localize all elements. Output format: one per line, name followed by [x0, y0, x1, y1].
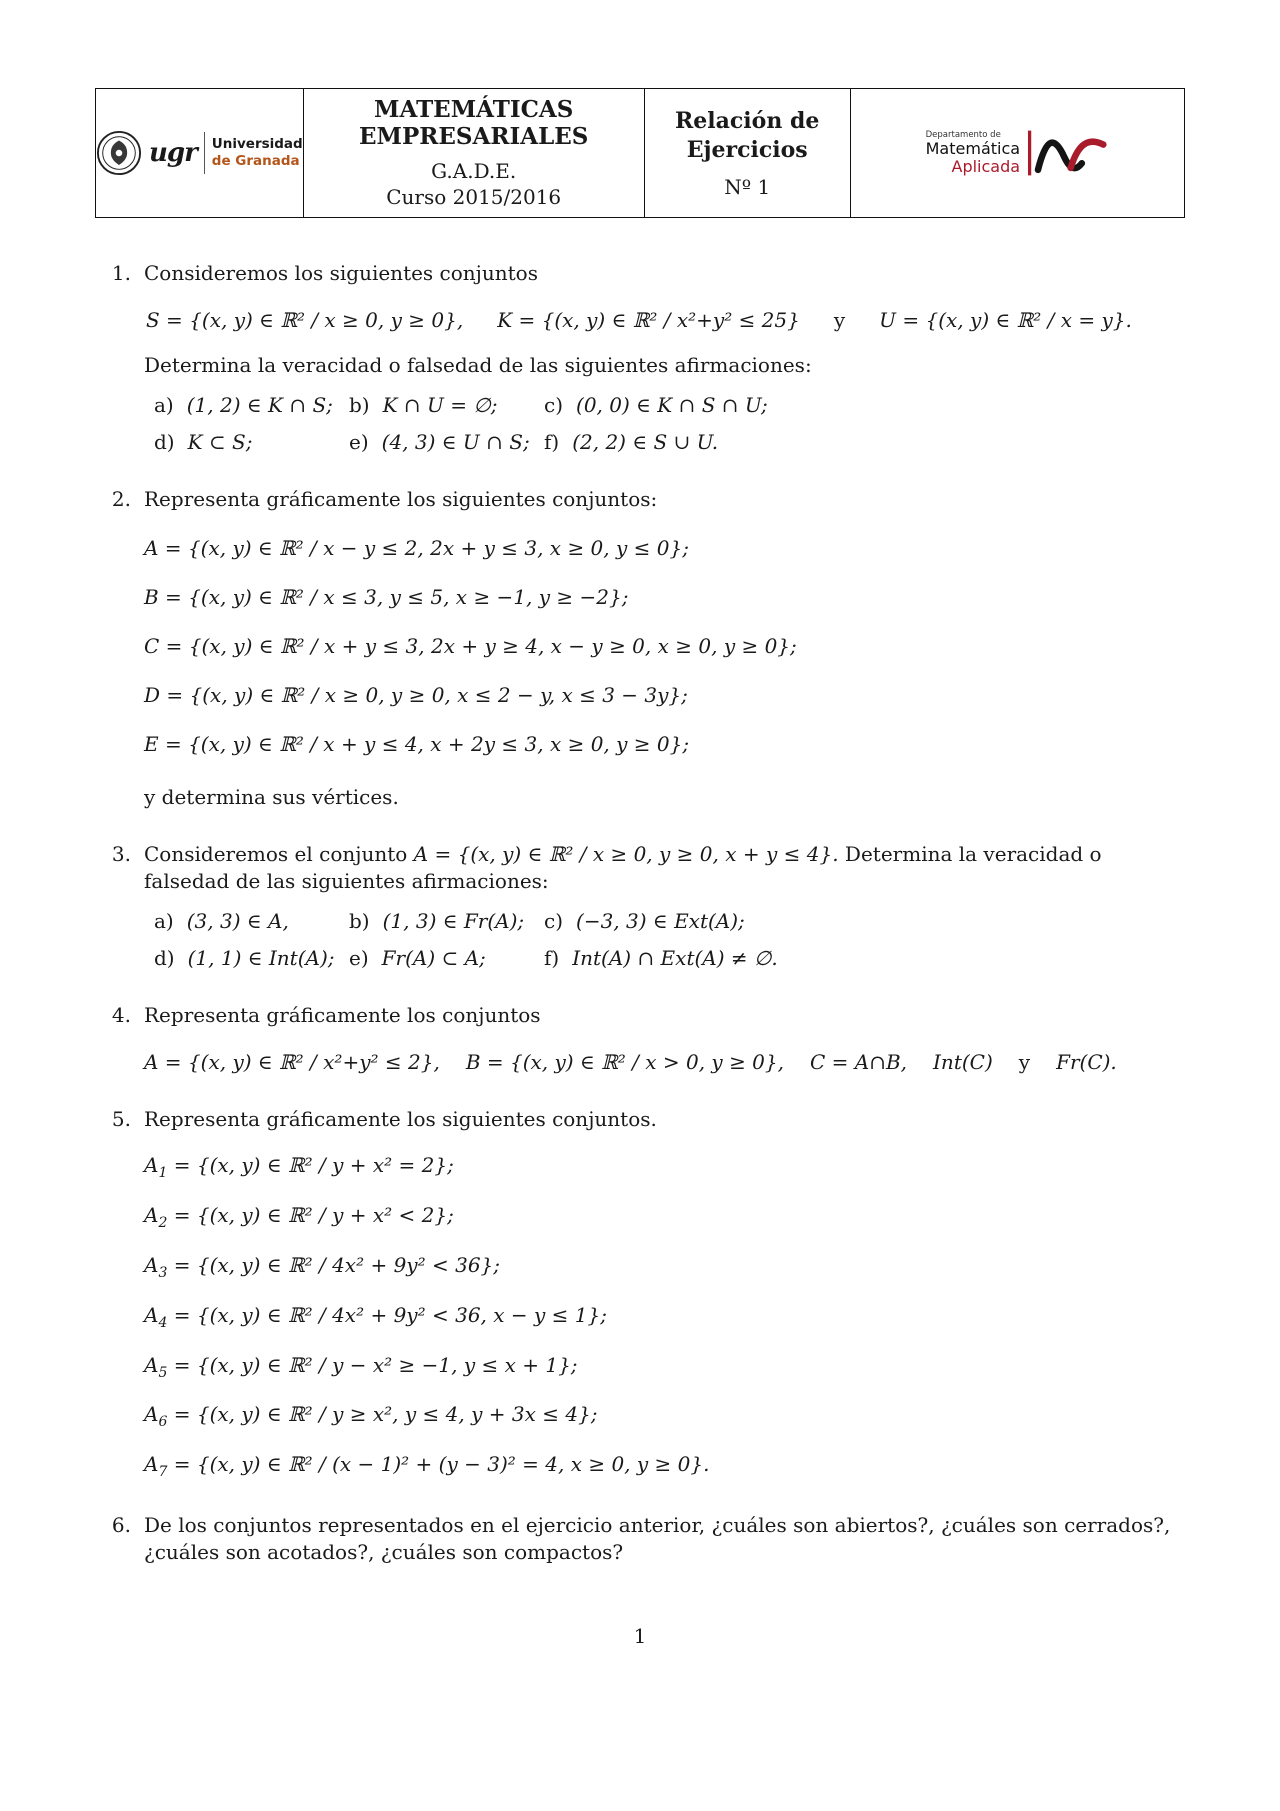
- set-definition-A1: [144, 1152, 1185, 1183]
- set-formula: = {(x, y) ∈ ℝ² / y + x² = 2};: [173, 1153, 454, 1177]
- exercise-5-body: [144, 1106, 1185, 1482]
- exercise-1-body: [144, 260, 1185, 456]
- set-formula: = {(x, y) ∈ ℝ² / (x − 1)² + (y − 3)² = 4, x ≥ 0, y ≥ 0}.: [173, 1452, 710, 1477]
- sheet-title-line2: Ejercicios: [686, 136, 808, 163]
- set-variable: [144, 1302, 168, 1331]
- variable-name: A: [144, 1153, 159, 1177]
- exercise-3: [95, 841, 1185, 972]
- exercise-5-number: 5.: [111, 1107, 131, 1131]
- interior-term: Int(C): [933, 1050, 993, 1074]
- set-formula: = {(x, y) ∈ ℝ² / 4x² + 9y² < 36, x − y ≤ 1};: [173, 1302, 607, 1327]
- set-definition-K: K = {(x, y) ∈ ℝ² / x²+y² ≤ 25}: [497, 308, 800, 332]
- variable-subscript: 6: [158, 1414, 168, 1431]
- frontier-term: Fr(C).: [1056, 1050, 1117, 1074]
- item-label: b): [349, 909, 370, 933]
- exercise-2-body: [144, 486, 1185, 811]
- exercise-3-body: [144, 841, 1185, 972]
- variable-name: A: [144, 1352, 159, 1377]
- set-definition-A6: [144, 1401, 1185, 1432]
- set-definition-A: [144, 535, 1185, 562]
- sheet-title-line1: Relación de: [675, 107, 820, 134]
- exercise-3-intro: [144, 841, 1185, 895]
- set-definition-A: A = {(x, y) ∈ ℝ² / x²+y² ≤ 2},: [144, 1050, 440, 1074]
- set-formula: = {(x, y) ∈ ℝ² / y + x² < 2};: [173, 1202, 454, 1227]
- variable-name: A: [144, 1452, 159, 1477]
- variable-name: A: [144, 1252, 159, 1277]
- item-label: f): [544, 430, 560, 454]
- sheet-number: Nº 1: [724, 175, 771, 200]
- item-label: a): [154, 909, 174, 933]
- statement-item-a: [154, 908, 349, 935]
- item-formula: K ⊂ S;: [187, 430, 253, 454]
- variable-name: A: [144, 1202, 159, 1227]
- item-formula: (2, 2) ∈ S ∪ U.: [572, 430, 719, 454]
- department-logo-block: [850, 89, 1184, 217]
- university-name-line1: Universidad: [211, 136, 303, 153]
- set-definition-U: U = {(x, y) ∈ ℝ² / x = y}.: [879, 308, 1132, 332]
- course-year: Curso 2015/2016: [386, 185, 562, 210]
- item-formula: (0, 0) ∈ K ∩ S ∩ U;: [576, 393, 768, 417]
- statement-item-a: [154, 392, 349, 419]
- item-formula: (1, 1) ∈ Int(A);: [187, 946, 335, 970]
- item-formula: (3, 3) ∈ A,: [186, 909, 289, 933]
- set-formula: A = {(x, y) ∈ ℝ² / x − y ≤ 2, 2x + y ≤ 3, x ≥ 0, y ≤ 0};: [144, 536, 689, 560]
- document-header: [95, 88, 1185, 218]
- set-formula: C = {(x, y) ∈ ℝ² / x + y ≤ 3, 2x + y ≥ 4, x − y ≥ 0, x ≥ 0, y ≥ 0};: [144, 634, 797, 658]
- variable-name: A: [144, 1302, 159, 1327]
- item-formula: (1, 3) ∈ Fr(A);: [382, 909, 525, 933]
- intro-set-formula: A = {(x, y) ∈ ℝ² / x ≥ 0, y ≥ 0, x + y ≤ 4}.: [413, 842, 839, 866]
- exercise-1-number: 1.: [111, 261, 131, 285]
- item-label: d): [154, 430, 175, 454]
- set-definition-B: B = {(x, y) ∈ ℝ² / x > 0, y ≥ 0},: [465, 1050, 784, 1074]
- intro-text-post: Determina la veracidad o falsedad de las siguientes afirmaciones:: [144, 842, 1102, 893]
- set-variable: [144, 1252, 168, 1281]
- intro-text-pre: Consideremos el conjunto: [144, 842, 408, 866]
- exercise-4-set-definitions: [144, 1049, 1185, 1076]
- ugr-logo-block: [96, 89, 303, 217]
- page-number: 1: [633, 1624, 647, 1649]
- exercise-2-number: 2.: [111, 487, 131, 511]
- set-variable: [144, 1202, 168, 1231]
- department-name: [926, 131, 1020, 175]
- item-label: a): [154, 393, 174, 417]
- exercise-4-body: [144, 1002, 1185, 1076]
- variable-subscript: 5: [158, 1364, 168, 1381]
- department-small-label: Departamento de: [925, 130, 1001, 141]
- exercise-3-items: [144, 908, 1185, 972]
- item-label: d): [154, 946, 175, 970]
- exercise-2: [95, 486, 1185, 811]
- statement-item-e: [349, 429, 544, 456]
- exercise-1-intro: Consideremos los siguientes conjuntos: [144, 261, 538, 285]
- set-definition-A4: [144, 1302, 1185, 1333]
- statement-item-f: [544, 945, 1185, 972]
- variable-subscript: 3: [158, 1264, 168, 1281]
- item-label: b): [349, 393, 370, 417]
- statement-item-f: [544, 429, 1185, 456]
- university-name-line2: de Granada: [211, 153, 300, 169]
- exercise-2-intro: Representa gráficamente los siguientes conjuntos:: [144, 487, 658, 511]
- ugr-wordmark: ugr: [149, 138, 197, 168]
- statement-item-b: [349, 392, 544, 419]
- set-definition-A2: [144, 1202, 1185, 1233]
- set-definition-C: C = A∩B,: [810, 1050, 908, 1074]
- exercise-1-set-definitions: [146, 307, 1185, 334]
- set-variable: [144, 1352, 168, 1381]
- statement-item-e: [349, 945, 544, 972]
- set-definition-A3: [144, 1252, 1185, 1283]
- course-title-line1: MATEMÁTICAS: [374, 95, 574, 123]
- statement-item-d: [154, 429, 349, 456]
- variable-subscript: 7: [158, 1464, 168, 1481]
- university-name: [212, 136, 303, 170]
- set-definition-S: S = {(x, y) ∈ ℝ² / x ≥ 0, y ≥ 0},: [146, 308, 464, 332]
- exercise-5-intro: Representa gráficamente los siguientes conjuntos.: [144, 1107, 657, 1131]
- set-variable: [144, 1452, 168, 1481]
- course-title-line2: EMPRESARIALES: [358, 123, 589, 151]
- exercise-4-number: 4.: [111, 1003, 131, 1027]
- logo-divider: [204, 132, 205, 174]
- item-formula: Fr(A) ⊂ A;: [381, 946, 486, 970]
- statement-item-d: [154, 945, 349, 972]
- course-title-block: [303, 89, 644, 217]
- statement-item-c: [544, 908, 1185, 935]
- exercise-3-number: 3.: [111, 842, 131, 866]
- department-name-line2: Aplicada: [951, 156, 1021, 176]
- item-label: e): [349, 430, 369, 454]
- set-variable: [144, 1402, 168, 1431]
- set-definition-A7: [144, 1451, 1185, 1482]
- exercise-6-body: [144, 1512, 1185, 1566]
- set-definition-C: [144, 633, 1185, 660]
- set-formula: = {(x, y) ∈ ℝ² / 4x² + 9y² < 36};: [173, 1252, 501, 1277]
- exercise-2-outro: y determina sus vértices.: [144, 785, 399, 809]
- department-name-line1: Matemática: [925, 139, 1021, 159]
- set-definition-D: [144, 682, 1185, 709]
- exercise-1: [95, 260, 1185, 456]
- set-formula: = {(x, y) ∈ ℝ² / y ≥ x², y ≤ 4, y + 3x ≤ 4};: [173, 1402, 598, 1427]
- statement-item-c: [544, 392, 1185, 419]
- exercise-6-number: 6.: [111, 1513, 131, 1538]
- set-formula: E = {(x, y) ∈ ℝ² / x + y ≤ 4, x + 2y ≤ 3, x ≥ 0, y ≥ 0};: [144, 732, 690, 756]
- item-formula: Int(A) ∩ Ext(A) ≠ ∅.: [572, 946, 778, 970]
- set-definition-A5: [144, 1352, 1185, 1383]
- set-formula: D = {(x, y) ∈ ℝ² / x ≥ 0, y ≥ 0, x ≤ 2 − y, x ≤ 3 − 3y};: [144, 683, 688, 707]
- exercise-1-prompt: Determina la veracidad o falsedad de las siguientes afirmaciones:: [144, 353, 812, 377]
- variable-name: A: [144, 1402, 159, 1427]
- item-formula: (−3, 3) ∈ Ext(A);: [576, 909, 745, 933]
- set-variable: [144, 1153, 168, 1181]
- conjunction-y: y: [1018, 1050, 1031, 1074]
- item-label: c): [544, 393, 564, 417]
- set-definition-B: [144, 584, 1185, 611]
- set-definition-E: [144, 731, 1185, 758]
- matematica-aplicada-logo-icon: [1023, 125, 1109, 181]
- variable-subscript: 1: [158, 1165, 168, 1181]
- exercise-4-intro: Representa gráficamente los conjuntos: [144, 1003, 541, 1027]
- variable-subscript: 2: [158, 1214, 168, 1231]
- conjunction-y: y: [833, 308, 846, 332]
- exercise-4: [95, 1002, 1185, 1076]
- exercise-5: [95, 1106, 1185, 1482]
- exercise-6: [95, 1512, 1185, 1566]
- sheet-title-block: [644, 89, 850, 217]
- degree-name: G.A.D.E.: [431, 158, 517, 183]
- set-formula: B = {(x, y) ∈ ℝ² / x ≤ 3, y ≤ 5, x ≥ −1, y ≥ −2};: [144, 585, 629, 609]
- item-formula: (1, 2) ∈ K ∩ S;: [186, 393, 333, 417]
- item-formula: (4, 3) ∈ U ∩ S;: [381, 430, 530, 454]
- set-formula: = {(x, y) ∈ ℝ² / y − x² ≥ −1, y ≤ x + 1};: [173, 1352, 578, 1377]
- item-formula: K ∩ U = ∅;: [382, 393, 498, 417]
- variable-subscript: 4: [158, 1314, 168, 1331]
- statement-item-b: [349, 908, 544, 935]
- item-label: f): [544, 946, 560, 970]
- ugr-emblem-icon: [96, 130, 142, 176]
- exercise-1-items: [144, 392, 1185, 456]
- exercise-6-text: De los conjuntos representados en el ejercicio anterior, ¿cuáles son abiertos?, ¿cuáles son cerrados?, ¿cuáles son acotados?, ¿cuáles son compactos?: [144, 1513, 1171, 1565]
- item-label: e): [349, 946, 369, 970]
- item-label: c): [544, 909, 564, 933]
